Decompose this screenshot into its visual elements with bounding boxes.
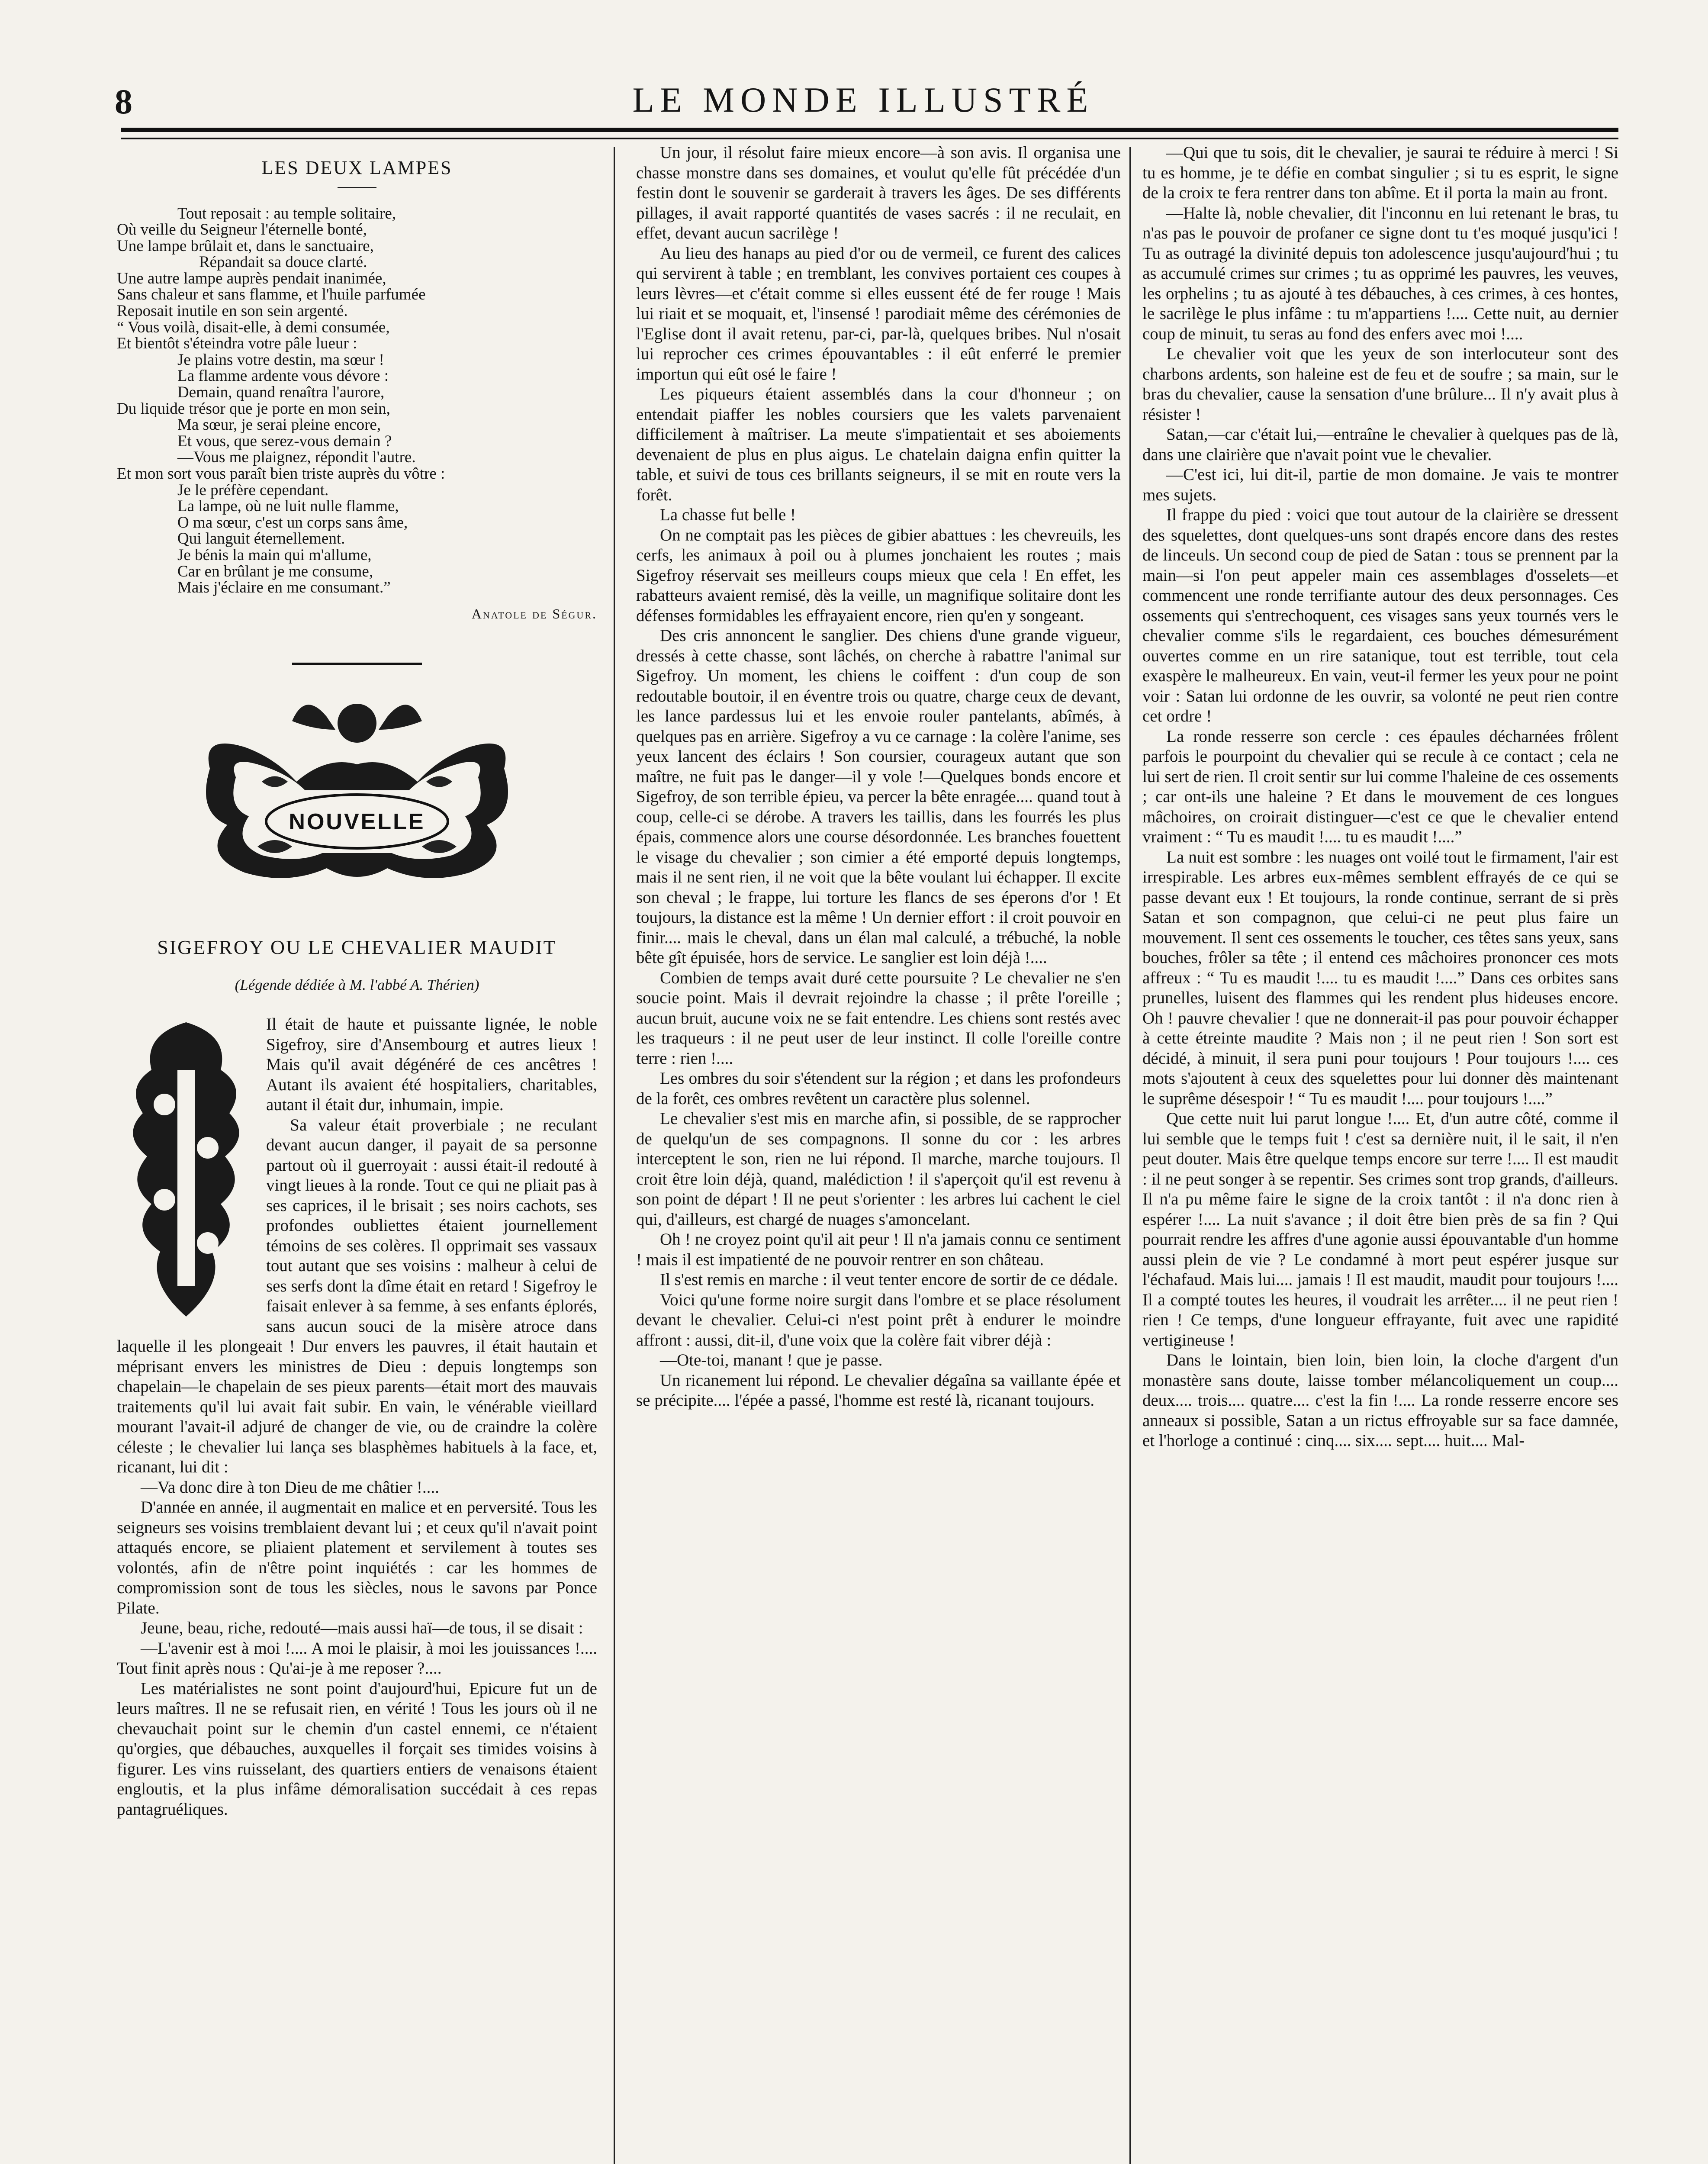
poem-line: Demain, quand renaîtra l'aurore, (177, 383, 385, 402)
poem-line: Tout reposait : au temple solitaire, (177, 204, 396, 222)
story-paragraph: La nuit est sombre : les nuages ont voilé tout le firmament, l'air est irrespirable. Les arbres eux-mêmes semblent effrayés de ce qui se passe devant eux ! Et toujours, la ronde continue, serrant de si près Satan et son compagnon, que celui-ci ne peut plus faire un mouvement. Il sent ces ossements le toucher, ces têtes sans yeux, sans bouches, frôler sa tête ; il entend ces mâchoires prononcer ces mots affreux : “ Tu es maudit !.... tu es maudit !....” Dans ces orbites sans prunelles, luisent des flammes qui les rendent plus hideuses encore. Oh ! pauvre chevalier ! que ne donnerait-il pas pour pouvoir échapper à cette étreinte maudite ? Mais non ; il ne peut rien ! Son sort est décidé, à minuit, il sera puni pour toujours ! Pour toujours !.... ces mots s'ajoutent à ceux des squelettes pour lui donner dès maintenant le suprême désespoir ! “ Tu es maudit !.... pour toujours !....” (1142, 847, 1618, 1108)
story-paragraph: —Qui que tu sois, dit le chevalier, je saurai te réduire à merci ! Si tu es homme, je te défie en combat singulier ; si tu es esprit, le signe de la croix te fera rentrer dans ton abîme. Et il porta la main au front. (1142, 143, 1618, 202)
poem-line: Et mon sort vous paraît bien triste auprès du vôtre : (117, 465, 445, 483)
poem-line: Je le préfère cependant. (177, 481, 329, 499)
column-divider (1129, 147, 1131, 2164)
story-paragraph: D'année en année, il augmentait en malice et en perversité. Tous les seigneurs ses voisins tremblaient devant lui ; et ceux qu'il n'avait point attaqués encore, se pliaient platement et servilement à toutes ses volontés, afin de n'être point inquiétés : car les hommes de compromission sont de tous les siècles, nous le savons par Ponce Pilate. (117, 1498, 597, 1617)
story-paragraph: Voici qu'une forme noire surgit dans l'ombre et se place résolument devant le chevalier. Celui-ci n'est point prêt à endurer le moindre affront : aussi, dit-il, d'une voix que la colère fait vibrer déjà : (636, 1290, 1121, 1349)
poem-line: Je bénis la main qui m'allume, (177, 546, 372, 564)
header-rule-thin (121, 138, 1618, 139)
story-paragraph: Un jour, il résolut faire mieux encore—à son avis. Il organisa une chasse monstre dans ses domaines, et voulut qu'elle fût précédée d'un festin dont le souvenir se garderait à travers les âges. De ses différents pillages, il avait rapporté quantités de vases sacrés : il ne reculait, en effet, devant aucun sacrilège ! (636, 143, 1121, 242)
story-paragraph: —Va donc dire à ton Dieu de me châtier !.... (141, 1478, 439, 1497)
story-paragraph: Satan,—car c'était lui,—entraîne le chevalier à quelques pas de là, dans une clairière que n'avait point vue le chevalier. (1142, 425, 1618, 464)
story-paragraph: Dans le lointain, bien loin, bien loin, la cloche d'argent d'un monastère sans doute, laisse tomber mélancoliquement un coup.... deux.... trois.... quatre.... c'est la fin !.... La ronde resserre encore ses anneaux si possible, Satan a un rictus effroyable sur sa face damnée, et l'horloge a continué : cinq.... six.... sept.... huit.... Mal- (1142, 1351, 1618, 1450)
poem-line: Car en brûlant je me consume, (177, 562, 373, 580)
story-paragraph: La ronde resserre son cercle : ces épaules décharnées frôlent parfois le pourpoint du chevalier qui se recule à ce contact ; cela ne lui sert de rien. Il croit sentir sur lui comme l'haleine de ces ossements ; car ont-ils une haleine ? Et dans le mouvement de ces longues mâchoires, on croirait distinguer—c'est ce que le chevalier entend vraiment : “ Tu es maudit !.... tu es maudit !....” (1142, 727, 1618, 846)
column-divider (614, 147, 615, 2164)
story-paragraph: Que cette nuit lui parut longue !.... Et, d'un autre côté, comme il lui semble que le temps fuit ! c'est sa dernière nuit, il le sait, il n'en peut douter. Mais être quelque temps encore sur terre !.... Il est maudit : il ne peut songer à se repentir. Ses crimes sont trop grands, d'ailleurs. Il n'a pu même faire le signe de la croix tantôt : il n'a donc rien à espérer !.... La nuit s'avance ; il doit être bien près de sa fin ? Qui pourrait rendre les affres d'une agonie aussi épouvantable d'un homme aussi plein de vie ? Le condamné à mort peut espérer jusque sur l'échafaud. Mais lui.... jamais ! Il est maudit, maudit pour toujours !.... Il a compté toutes les heures, il voudrait les arrêter.... il ne peut rien ! rien ! Ce temps, d'une longueur effrayante, fuit avec une rapidité vertigineuse ! (1142, 1109, 1618, 1349)
story-paragraph: La chasse fut belle ! (660, 506, 796, 524)
poem-line: Je plains votre destin, ma sœur ! (177, 351, 384, 369)
ornament-label: NOUVELLE (289, 809, 425, 835)
story-paragraph: —C'est ici, lui dit-il, partie de mon domaine. Je vais te montrer mes sujets. (1142, 465, 1618, 504)
poem-line: “ Vous voilà, disait-elle, à demi consumée, (117, 318, 390, 336)
poem-line: O ma sœur, c'est un corps sans âme, (177, 513, 408, 531)
story-paragraph: Au lieu des hanaps au pied d'or ou de vermeil, ce furent des calices qui servirent à table ; en tremblant, les convives portaient ces coupes à leurs lèvres—et c'était comme si elles eussent été de fer rouge ! Mais lui riait et se moquait, et, l'insensé ! parodiait même des cérémonies de l'Eglise dont il avait retenu, par-ci, par-là, quelques bribes. Nul n'osait lui reprocher ces crimes épouvantables : il eût enferré le premier importun qui eût osé le faire ! (636, 244, 1121, 383)
story-paragraph: Combien de temps avait duré cette poursuite ? Le chevalier ne s'en soucie point. Mais il devrait rejoindre la chasse ; il prête l'oreille ; aucun bruit, aucune voix ne se fait entendre. Les chiens sont restés avec les traqueurs : il ne peut user de leur instinct. Il colle l'oreille contre terre : rien !.... (636, 968, 1121, 1068)
poem-line: La lampe, où ne luit nulle flamme, (177, 497, 399, 515)
poem-body (117, 206, 597, 596)
poem-line: Sans chaleur et sans flamme, et l'huile parfumée (117, 286, 426, 304)
story-paragraph: Les ombres du soir s'étendent sur la région ; et dans les profondeurs de la forêt, ces ombres revêtent un caractère plus solennel. (636, 1069, 1121, 1108)
story-paragraph: Le chevalier s'est mis en marche afin, si possible, de se rapprocher de quelqu'un de ses compagnons. Il sonne du cor : les arbres interceptent le son, rien ne lui répond. Il marche, marche toujours. Il croit être loin déjà, quand, malédiction ! il s'aperçoit qu'il est revenu à son point de départ ! Il ne peut s'orienter : les arbres lui cachent le ciel qui, d'ailleurs, est chargé de nuages s'amoncelant. (636, 1109, 1121, 1229)
story-paragraph: On ne comptait pas les pièces de gibier abattues : les chevreuils, les cerfs, les animaux à poil ou à plumes jonchaient les routes ; mais Sigefroy réservait ses meilleurs coups mieux que cela ! En effet, les rabatteurs avaient remisé, dès la veille, un magnifique solitaire dont les défenses formidables les effrayaient encore, rien qu'en y songeant. (636, 525, 1121, 625)
masthead-title: LE MONDE ILLUSTRÉ (632, 80, 1094, 119)
story-paragraph: Un ricanement lui répond. Le chevalier dégaîna sa vaillante épée et se précipite.... l'épée a passé, l'homme est resté là, ricanant toujours. (636, 1371, 1121, 1410)
story-paragraph: —L'avenir est à moi !.... A moi le plaisir, à moi les jouissances !.... Tout finit après nous : Qu'ai-je à me reposer ?.... (117, 1639, 597, 1678)
story-paragraph: Les matérialistes ne sont point d'aujourd'hui, Epicure fut un de leurs maîtres. Il ne se refusait rien, en vérité ! Tous les jours où il ne chevauchait point sur le chemin d'un castel ennemi, ce n'étaient qu'orgies, que débauches, auxquelles il forçait ses timides voisins à figurer. Les vins ruisselant, des quartiers entiers de venaisons étaient engloutis, et la plus infâme démoralisation succédait à ces repas pantagruéliques. (117, 1679, 597, 1819)
story-paragraph: Il s'est remis en marche : il veut tenter encore de sortir de ce dédale. (660, 1270, 1118, 1289)
story-paragraph: Des cris annoncent le sanglier. Des chiens d'une grande vigueur, dressés à cette chasse, sont lâchés, on cherche à rabattre l'animal sur Sigefroy. Un moment, les chiens le coiffent : d'un coup de son redoutable boutoir, il en éventre trois ou quatre, charge ceux de devant, les lance pardessus lui et les envoie rouler pantelants, abîmés, à quelques pas en arrière. Sigefroy a vu ce carnage : la colère l'anime, ses yeux lancent des éclairs ! Son coursier, courageux autant que son maître, ne fuit pas le danger—il y vole !—Quelques bonds encore et Sigefroy, de son terrible épieu, va percer la bête enragée.... quand tout à coup, celle-ci se dérobe. A travers les taillis, dans les fourrés les plus épais, commence alors une course désordonnée. Les branches fouettent le visage du chevalier ; son cimier a été emporté depuis longtemps, mais il ne sent rien, il ne voit que la bête voulant lui échapper. Il excite son cheval ; le frappe, lui torture les flancs de ses éperons d'or ! Et toujours, la distance est la même ! Un dernier effort : il croit pouvoir en finir.... mais le cheval, dans un élan mal calculé, a trébuché, la noble bête gît épuisée, hors de service. Le sanglier est loin déjà !.... (636, 626, 1121, 967)
story-dedication: (Légende dédiée à M. l'abbé A. Thérien) (235, 976, 479, 993)
story-paragraph: Le chevalier voit que les yeux de son interlocuteur sont des charbons ardents, son haleine est de feu et de soufre ; sa main, sur le bras du chevalier, cause la sensation d'une brûlure... Il n'y avait plus à résister ! (1142, 345, 1618, 424)
story-paragraph: Les piqueurs étaient assemblés dans la cour d'honneur ; on entendait piaffer les nobles coursiers que les valets parvenaient difficilement à maîtriser. La meute s'impatientait et ses aboiements devenaient de plus en plus aigus. Le chatelain daigna enfin quitter la table, et suivi de tous ces brillants seigneurs, il se mit en route vers la forêt. (636, 385, 1121, 504)
section-rule (292, 663, 422, 665)
story-paragraph: —Halte là, noble chevalier, dit l'inconnu en lui retenant le bras, tu n'as pas le pouvoir de profaner ce signe dont tu t'es moqué jusqu'ici ! Tu as outragé la divinité depuis ton adolescence jusqu'aujourd'hui ; tu as accumulé crimes sur crimes ; tu as opprimé les pauvres, les veuves, les orphelins ; tu as ajouté à tes débauches, à ces crimes, à ces hontes, le sacrilège le plus infâme : tu m'appartiens !.... Cette nuit, au dernier coup de minuit, tu seras au fond des enfers avec moi !.... (1142, 203, 1618, 343)
poem-title: LES DEUX LAMPES (261, 157, 453, 178)
story-paragraph: Oh ! ne croyez point qu'il ait peur ! Il n'a jamais connu ce sentiment ! mais il est impatienté de ne pouvoir rentrer en son château. (636, 1230, 1121, 1269)
column-1 (117, 143, 597, 1819)
column-2 (636, 143, 1121, 1411)
header-rule-thick (121, 128, 1618, 132)
story-paragraph: —Ote-toi, manant ! que je passe. (660, 1351, 883, 1369)
poem-line: Qui languit éternellement. (177, 530, 345, 548)
story-paragraph: Jeune, beau, riche, redouté—mais aussi haï—de tous, il se disait : (141, 1619, 583, 1638)
poem-line: —Vous me plaignez, répondit l'autre. (177, 448, 416, 467)
poem-line: La flamme ardente vous dévore : (177, 367, 389, 385)
poem-author: Anatole de Ségur. (471, 605, 597, 622)
poem-line: Du liquide trésor que je porte en mon sein, (117, 399, 390, 418)
poem-line: Ma sœur, je serai pleine encore, (177, 416, 381, 434)
story-paragraph: Il frappe du pied : voici que tout autour de la clairière se dressent des squelettes, dont quelques-uns sont drapés encore dans des restes de linceuls. Un second coup de pied de Satan : tous se prennent par la main—si l'on peut appeler main ces assemblages d'osselets—et commencent une ronde terrifiante autour des deux personnages. Ces ossements qui s'entrechoquent, ces visages sans yeux tournés vers le chevalier comme s'ils le regardaient, ces bouches démesurément ouvertes comme en un rire satanique, tout est terrible, tout cela exaspère le malheureux. En vain, veut-il fermer les yeux pour ne point voir : Satan lui ordonne de les ouvrir, sa volonté ne peut rien contre cet ordre ! (1142, 506, 1618, 725)
poem-line: Reposait inutile en son sein argenté. (117, 302, 348, 320)
poem-line: Où veille du Seigneur l'éternelle bonté, (117, 221, 367, 239)
page-number: 8 (115, 82, 133, 121)
nouvelle-ornament-banner (184, 682, 530, 907)
poem-line: Et bientôt s'éteindra votre pâle lueur : (117, 335, 357, 353)
page-header (115, 78, 1612, 126)
drop-cap-illustration (117, 1018, 255, 1321)
story-title: SIGEFROY OU LE CHEVALIER MAUDIT (157, 936, 557, 959)
poem-line: Mais j'éclaire en me consumant.” (177, 579, 391, 597)
poem-line: Une autre lampe auprès pendait inanimée, (117, 269, 386, 287)
column-3 (1142, 143, 1618, 1451)
poem-line: Une lampe brûlait et, dans le sanctuaire, (117, 237, 374, 255)
title-dash (338, 187, 376, 188)
story-paragraph: Sa valeur était proverbiale ; ne reculant devant aucun danger, il payait de sa personne partout où il guerroyait : aussi était-il redouté à vingt lieues à la ronde. Tout ce qui ne pliait pas à ses caprices, il le brisait ; ses noirs cachots, ses profondes oubliettes étaient journellement témoins de ses colères. Il opprimait ses vassaux tout autant que ses voisins : malheur à celui de ses serfs dont la dîme était en retard ! Sigefroy le faisait enlever à sa femme, à ses enfants éplorés, sans aucun souci de la misère atroce dans laquelle il les plongeait ! Dur envers les pauvres, il était hautain et méprisant envers les ministres de Dieu : depuis longtemps son chapelain—le chapelain de ses pieux parents—était mort des mauvais traitements qu'il lui avait fait subir. En vain, le vénérable vieillard mourant l'avait-il adjuré de changer de vie, ou de craindre la colère céleste ; le chevalier lui lança ses blasphèmes habituels à la face, et, ricanant, lui dit : (117, 1115, 597, 1477)
story-paragraph: Il était de haute et puissante lignée, le noble Sigefroy, sire d'Ansembourg et autres lieux ! Mais qu'il avait dégénéré de ces ancêtres ! Autant ils avaient été hospitaliers, charitables, autant il était dur, inhumain, impie. (266, 1015, 597, 1114)
poem-line: Et vous, que serez-vous demain ? (177, 432, 392, 450)
poem-line: Répandait sa douce clarté. (199, 253, 367, 271)
